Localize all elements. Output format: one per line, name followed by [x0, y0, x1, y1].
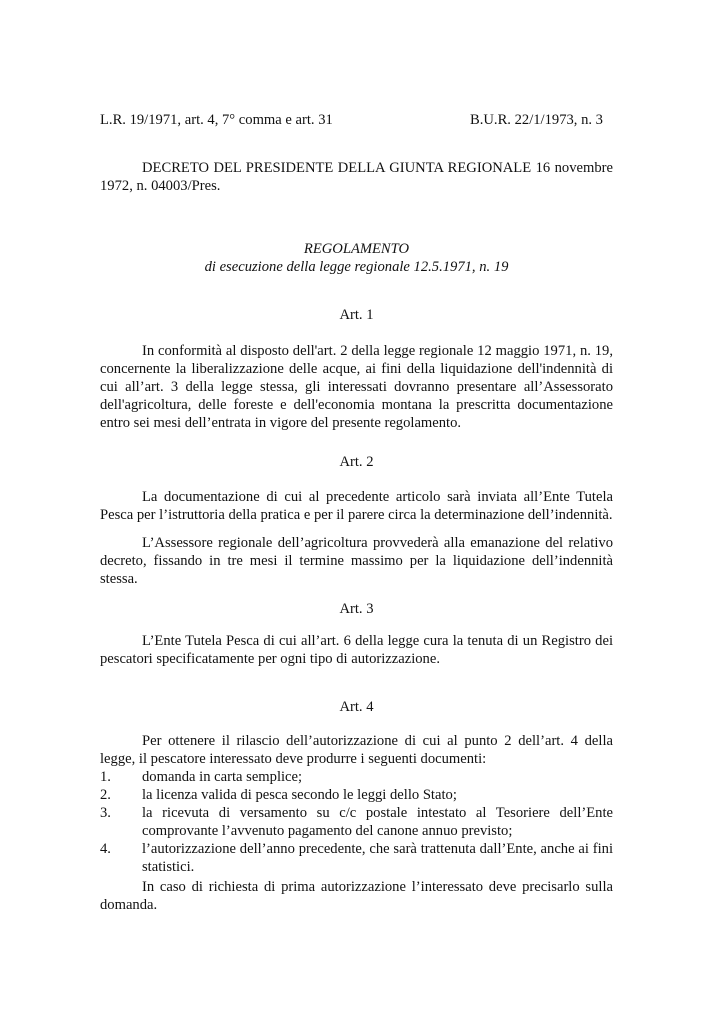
article-2-paragraph-1: La documentazione di cui al precedente articolo sarà inviata all’Ente Tutela Pesca per l’istruttoria della pratica e per il parere circa la determinazione dell’indennità.: [100, 489, 613, 523]
article-3-heading: Art. 3: [339, 601, 374, 617]
article-4-document-list: [100, 768, 613, 876]
title-line-1: REGOLAMENTO: [303, 241, 410, 257]
list-item-number: 3.: [100, 805, 111, 821]
article-4-paragraph-1: Per ottenere il rilascio dell’autorizzazione di cui al punto 2 dell’art. 4 della legge, il pescatore interessato deve produrre i seguenti documenti:: [100, 733, 613, 767]
list-item-text: l’autorizzazione dell’anno precedente, che sarà trattenuta dall’Ente, anche ai fini statistici.: [142, 841, 613, 875]
article-4-heading: Art. 4: [339, 699, 374, 715]
list-item: [100, 804, 613, 840]
article-1-paragraph: In conformità al disposto dell'art. 2 della legge regionale 12 maggio 1971, n. 19, concernente la liberalizzazione delle acque, ai fini della liquidazione dell'indennità di cui all’art. 3 della legge stessa, gli interessati dovranno presentare all’Assessorato dell'agricoltura, delle foreste e dell'economia montana la prescritta documentazione entro sei mesi dell’entrata in vigore del presente regolamento.: [100, 343, 613, 431]
list-item-number: 2.: [100, 787, 111, 803]
list-item-text: la ricevuta di versamento su c/c postale intestato al Tesoriere dell’Ente comprovante l’avvenuto pagamento del canone annuo previsto;: [142, 805, 613, 839]
list-item: [100, 840, 613, 876]
article-3-paragraph: L’Ente Tutela Pesca di cui all’art. 6 della legge cura la tenuta di un Registro dei pescatori specificatamente per ogni tipo di autorizzazione.: [100, 633, 613, 667]
bulletin-reference: B.U.R. 22/1/1973, n. 3: [470, 112, 603, 128]
list-item-text: la licenza valida di pesca secondo le leggi dello Stato;: [142, 787, 457, 803]
article-1-heading: Art. 1: [339, 307, 374, 323]
list-item-number: 4.: [100, 841, 111, 857]
title-line-2: di esecuzione della legge regionale 12.5.1971, n. 19: [204, 259, 509, 275]
list-item-text: domanda in carta semplice;: [142, 769, 303, 785]
list-item: [100, 768, 613, 786]
law-reference: L.R. 19/1971, art. 4, 7° comma e art. 31: [100, 112, 333, 128]
article-2-paragraph-2: L’Assessore regionale dell’agricoltura provvederà alla emanazione del relativo decreto, fissando in tre mesi il termine massimo per la liquidazione dell’indennità stessa.: [100, 535, 613, 587]
article-2-heading: Art. 2: [339, 454, 374, 470]
decree-heading: DECRETO DEL PRESIDENTE DELLA GIUNTA REGIONALE 16 novembre 1972, n. 04003/Pres.: [100, 160, 613, 194]
regulation-title: [100, 240, 613, 276]
article-4-paragraph-2: In caso di richiesta di prima autorizzazione l’interessato deve precisarlo sulla domanda.: [100, 879, 613, 913]
list-item: [100, 786, 613, 804]
list-item-number: 1.: [100, 769, 111, 785]
